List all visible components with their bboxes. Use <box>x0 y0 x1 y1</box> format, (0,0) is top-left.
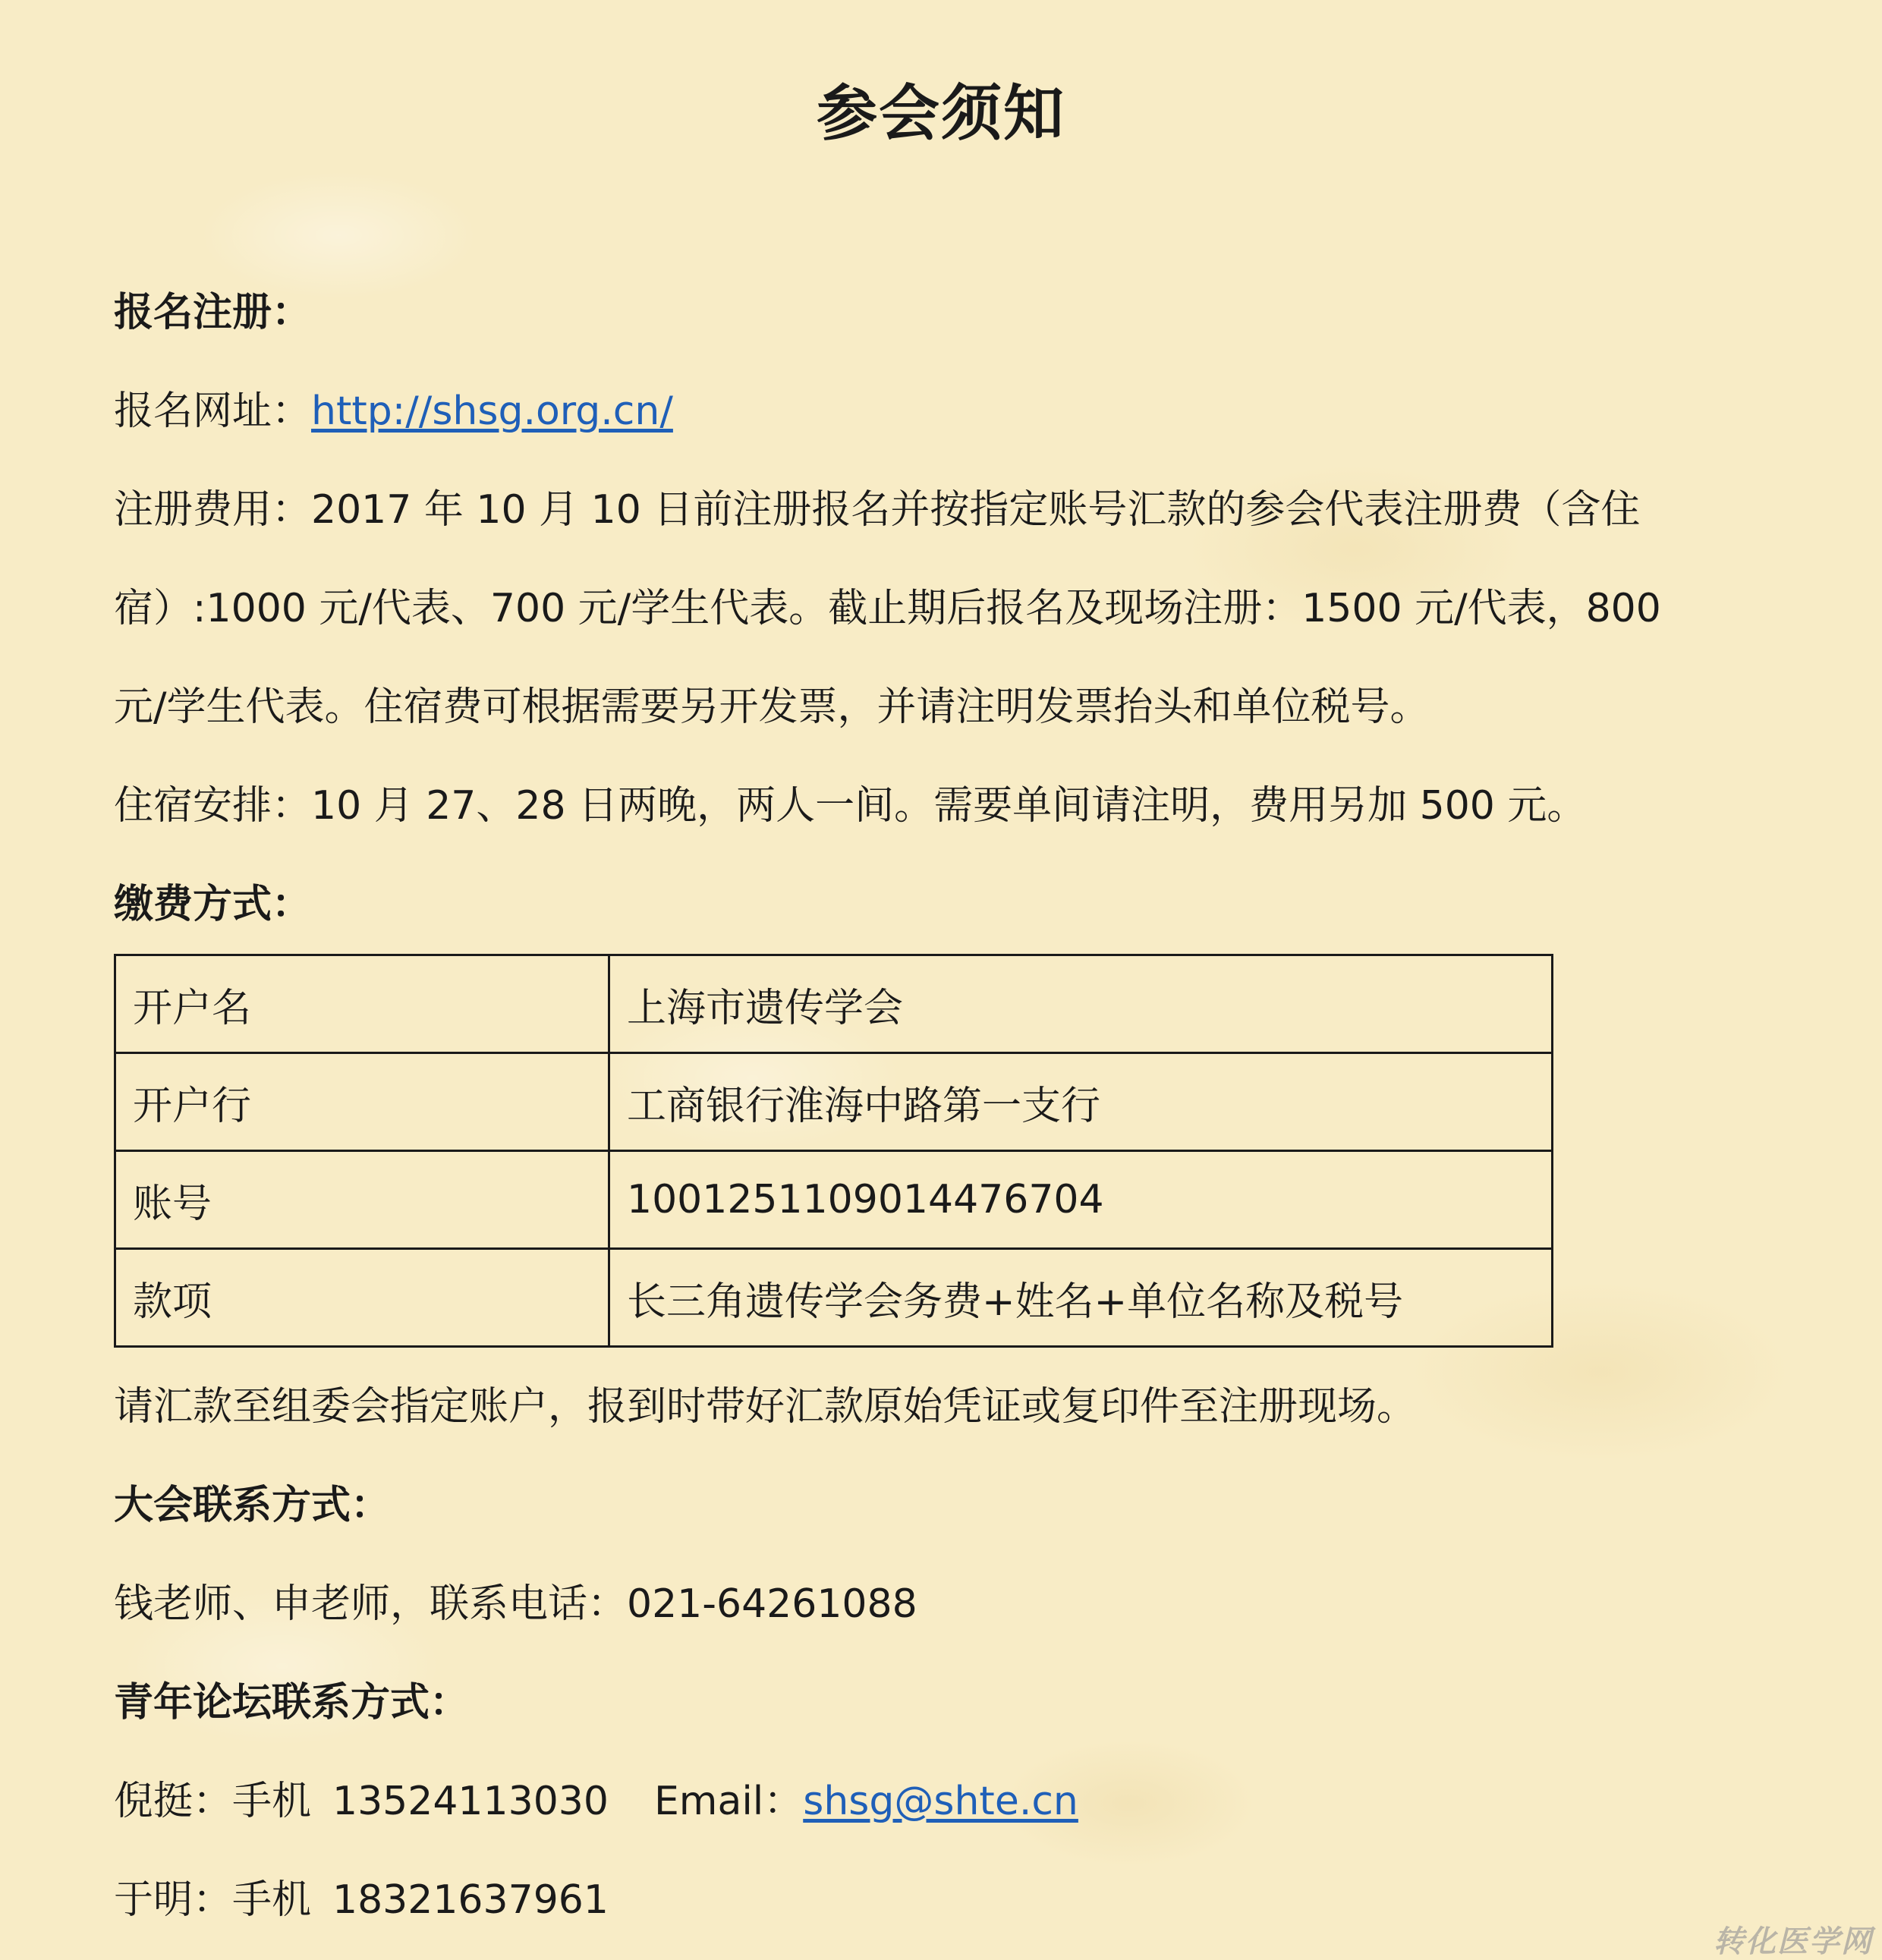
table-row <box>115 1053 1553 1151</box>
account-name-label: 开户名 <box>115 955 609 1053</box>
payment-purpose-value: 长三角遗传学会务费+姓名+单位名称及税号 <box>609 1249 1553 1347</box>
registration-url-link[interactable]: http://shsg.org.cn/ <box>311 389 673 434</box>
bank-label: 开户行 <box>115 1053 609 1151</box>
fee-line-1: 注册费用：2017 年 10 月 10 日前注册报名并按指定账号汇款的参会代表注册费（含住 <box>114 487 1641 533</box>
youth-contact-1-line <box>114 1777 1078 1826</box>
payment-table <box>114 954 1553 1348</box>
table-row <box>115 1249 1553 1347</box>
payment-note: 请汇款至组委会指定账户，报到时带好汇款原始凭证或复印件至注册现场。 <box>114 1384 1417 1430</box>
registration-url-label: 报名网址： <box>114 389 312 434</box>
page-title: 参会须知 <box>817 78 1065 149</box>
youth-contact-2-line <box>114 1876 609 1924</box>
fee-line-3: 元/学生代表。住宿费可根据需要另开发票，并请注明发票抬头和单位税号。 <box>114 684 1430 730</box>
bank-value: 工商银行淮海中路第一支行 <box>609 1053 1553 1151</box>
account-number-label: 账号 <box>115 1151 609 1249</box>
youth-contact-2-label: 于明：手机 <box>114 1877 312 1923</box>
youth-contact-1-phone: 13524113030 <box>332 1779 609 1824</box>
site-watermark: 转化医学网 <box>1714 1924 1873 1959</box>
registration-heading: 报名注册： <box>114 290 312 335</box>
conference-contact-line: 钱老师、申老师，联系电话：021-64261088 <box>114 1581 917 1627</box>
payment-purpose-label: 款项 <box>115 1249 609 1347</box>
youth-contact-1-label: 倪挺：手机 <box>114 1779 312 1824</box>
account-number-value: 1001251109014476704 <box>609 1151 1553 1249</box>
registration-url-line <box>114 387 673 436</box>
youth-forum-contact-heading: 青年论坛联系方式： <box>114 1680 470 1726</box>
table-row <box>115 955 1553 1053</box>
table-row <box>115 1151 1553 1249</box>
payment-heading: 缴费方式： <box>114 882 312 927</box>
fee-line-2: 宿）:1000 元/代表、700 元/学生代表。截止期后报名及现场注册：1500 元/代表，800 <box>114 586 1661 631</box>
youth-contact-1-email-label: Email： <box>653 1779 804 1824</box>
accommodation-line: 住宿安排：10 月 27、28 日两晚，两人一间。需要单间请注明，费用另加 500 元。 <box>114 783 1587 829</box>
account-name-value: 上海市遗传学会 <box>609 955 1553 1053</box>
youth-contact-1-email-link[interactable]: shsg@shte.cn <box>803 1779 1078 1824</box>
youth-contact-2-phone: 18321637961 <box>332 1877 609 1923</box>
conference-contact-heading: 大会联系方式： <box>114 1483 391 1528</box>
